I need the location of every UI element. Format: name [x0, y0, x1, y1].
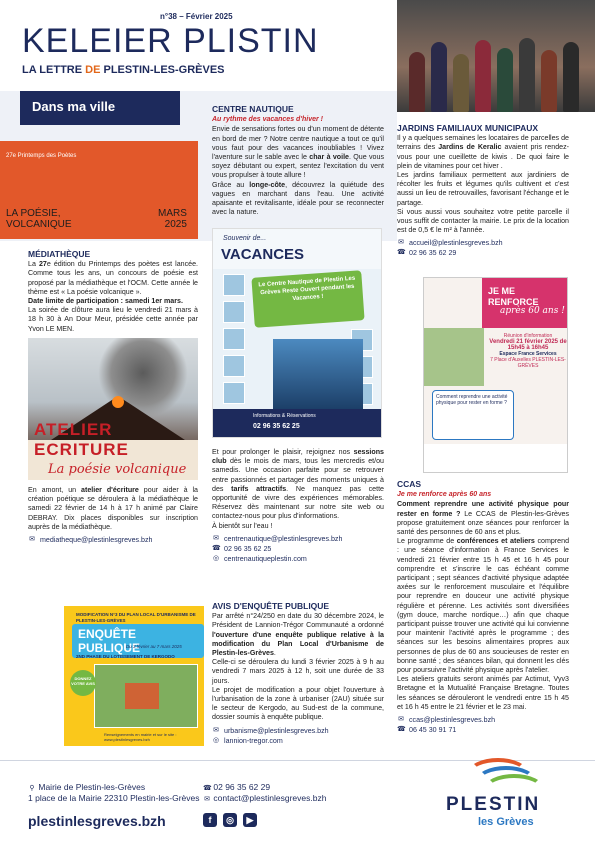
poster-date: Vendredi 21 février 2025 de 15h45 à 16h45 [489, 339, 567, 351]
enquete-email-row[interactable] [212, 726, 384, 736]
atelier-poster [28, 338, 198, 480]
text: PLESTIN-LES-GRÈVES [76, 618, 126, 623]
poster-theme: LA POÉSIE, VOLCANIQUE [6, 208, 72, 230]
poster-mod [76, 612, 196, 624]
jardins-phone-row[interactable] [397, 248, 569, 258]
text: comprend : une séance d'information à France Services le vendredi 21 février entre 15 h 45 et 16 h 45 pour comprendre et s'inscrire le cas échéant comme participant ; sept séances d'activité physique adaptée axées sur le renforcement musculaire et l'équilibre pour reprendre en douceur une activité physique régulière et pérenne. Les activités sont diversifiées (gym douce, marche nordique…) afin que chaque participant puisse trouver une activité qui lui convienne pour maintenir l'activité après le programme ; des séances sur les besoins alimentaires propres aux personnes de plus de 60 ans soucieuses de rester en bonne santé ; des séances bilan, qui donnent les clés pour poursuivre l'activité physique après l'atelier. [397, 537, 570, 675]
text: atelier d'écriture [81, 486, 139, 494]
text: . [273, 649, 276, 658]
issue-number: n°38 – Février 2025 [160, 12, 233, 21]
footer-website[interactable]: plestinlesgreves.bzh [28, 813, 166, 829]
text: longe-côte [249, 180, 286, 189]
nautique-article-2 [212, 448, 384, 564]
phone-icon: ☎ [397, 726, 406, 734]
lava [112, 396, 124, 408]
nautique-article [212, 105, 384, 217]
mediatheque-email-row[interactable] [28, 535, 198, 545]
subtitle-part: LA LETTRE [22, 64, 86, 76]
poster-phone: 02 96 35 62 25 [253, 423, 300, 430]
text: En amont, un [28, 486, 82, 494]
text: Jardins de Keralic [438, 143, 502, 152]
globe-icon: ◎ [212, 736, 220, 744]
enquete-article [212, 602, 384, 746]
text: Le programme de [397, 537, 457, 546]
nautique-title: CENTRE NAUTIQUE [212, 104, 294, 114]
poster-green-label: Le Centre Nautique de Plestin Les Grèves Reste Ouvert pendant les Vacances ! [251, 270, 364, 328]
footer-address [28, 782, 200, 804]
poster-info-label: Informations & Réservations [253, 413, 316, 419]
nautique-phone[interactable]: 02 96 35 62 25 [224, 544, 272, 553]
poster-date: MARS 2025 [158, 208, 187, 230]
mail-icon: ✉ [398, 716, 404, 724]
mail-icon: ✉ [204, 796, 210, 803]
text: . Que vous soyez débutant ou expert, sentez l'excitation du vent vous propulser à toute allure ! [212, 153, 384, 180]
section-banner: Dans ma ville [20, 91, 180, 125]
mail-icon: ✉ [29, 536, 35, 544]
jardins-p3: Si vous aussi vous souhaitez votre petite parcelle il vous suffit de contacter la mairie. Le prix de la location est de 0,5 € le m² à l'année. [397, 207, 569, 235]
text: 1 place de la Mairie 22310 Plestin-les-Grèves [28, 793, 200, 803]
text: pour aider à la création poétique se déroulera à la médiathèque le samedi 22 février de 14 h à 17 h animé par Claire DEBRAY. Dix places disponibles sur inscription auprès de la médiathèque. [28, 486, 199, 531]
mail-icon: ✉ [213, 726, 219, 734]
globe-icon: ◎ [212, 554, 220, 562]
text: . Ne manquez pas cette opportunité de vivre des expériences mémorables. Réservez dès maintenant sur notre site web ou contactez-nous pour plus d'informations. [212, 484, 384, 521]
footer-email-row[interactable] [203, 793, 326, 804]
ccas-p3: Les ateliers gratuits seront animés par Actimut, Vyv3 Bretagne et la Mutualité Française Bretagne. Toutes les séances se dérouleront le vendredi entre 15 h 45 et 16 h 45 entre le 21 février et le 23 mai. [397, 675, 569, 711]
poster-info-title: Réunion d'information [503, 333, 553, 339]
enquete-web-row[interactable] [212, 736, 384, 746]
mediatheque-title: MÉDIATHÈQUE [28, 249, 91, 259]
thumb [223, 301, 245, 323]
thumb [223, 328, 245, 350]
text: Par arrêté n°24/250 en date du 30 décembre 2024, le Président de Lannion-Trégor Communauté a ordonné [212, 612, 384, 630]
mediatheque-deadline: Date limite de participation : samedi 1er mars. [28, 297, 183, 306]
newsletter-subtitle [22, 64, 225, 76]
subtitle-part: PLESTIN-LES-GRÈVES [100, 64, 225, 76]
poster-place: Espace France Services [499, 351, 557, 357]
poster-photo [273, 339, 363, 409]
text: avaient pris rendez-vous pour une cueillette de kiwis . De quoi faire le plein de vitamines pour cet hiver . [397, 143, 569, 170]
phone-icon: ☎ [212, 544, 221, 552]
jardins-photo [397, 0, 595, 112]
mediatheque-p1 [28, 260, 198, 297]
thumb [223, 274, 245, 296]
jardins-email[interactable]: accueil@plestinlesgreves.bzh [409, 239, 503, 248]
jardins-title: JARDINS FAMILIAUX MUNICIPAUX [397, 123, 539, 133]
poster-subtitle: après 60 ans ! [500, 306, 565, 316]
enquete-p3: Le projet de modification a pour objet l'ouverture à l'urbanisation de la zone à urbaniser (2AU) située sur le secteur de Kergodo, au Sud-est de la commune, dossier soumis à enquête publique. [212, 685, 384, 722]
plestin-logo [438, 752, 578, 832]
vacances-poster [212, 228, 382, 438]
text: La [28, 260, 39, 269]
ccas-phone[interactable]: 06 45 30 91 71 [409, 726, 457, 735]
phone-icon: ☎ [203, 785, 212, 792]
nautique-subtitle: Au rythme des vacances d'hiver ! [212, 116, 323, 124]
ccas-email[interactable]: ccas@plestinlesgreves.bzh [409, 716, 496, 725]
poster-map [94, 664, 198, 728]
thumb [223, 382, 245, 404]
atelier-subtitle: La poésie volcanique [48, 462, 187, 477]
footer-email[interactable]: contact@plestinlesgreves.bzh [213, 793, 327, 803]
youtube-icon[interactable]: ▶ [243, 813, 257, 827]
atelier-text [28, 486, 198, 545]
mail-icon: ✉ [213, 534, 219, 542]
nautique-web[interactable]: centrenautiqueplestin.com [224, 554, 307, 563]
poster-phase: 2ND PHASE DU LOTISSEMENT DE KERGODO [76, 654, 175, 659]
text: sessions club [212, 448, 384, 466]
mediatheque-p3: La soirée de clôture aura lieu le vendredi 21 mars à 18 h 30 à An Dour Meur, présidée cette année par Yvon LE MEN. [28, 306, 198, 333]
ccas-phone-row[interactable] [397, 725, 569, 735]
atelier-title: ATELIER ECRITURE [34, 420, 129, 459]
newsletter-title: KELEIER PLISTIN [22, 22, 319, 60]
text: l'ouverture d'une enquête publique relative à la modification du Plan Local d'Urbanisme de Plestin-les-Grèves [212, 630, 384, 658]
nautique-email[interactable]: centrenautique@plestinlesgreves.bzh [224, 534, 343, 543]
text: e édition du Printemps des poètes est lancée. Comme tous les ans, un concours de poésie est proposé par la médiathèque et l'OCM. Cette année le thème est « La poésie volcanique ». [28, 260, 198, 296]
poster-logos [424, 444, 567, 472]
phone-icon: ☎ [397, 249, 406, 257]
footer-phone[interactable]: 02 96 35 62 29 [213, 782, 271, 792]
poster-band [213, 409, 381, 437]
mediatheque-article [28, 250, 198, 334]
nautique-email-row[interactable] [212, 534, 384, 544]
nautique-phone-row[interactable] [212, 544, 384, 554]
enquete-poster [64, 606, 204, 746]
footer-phone-row[interactable] [203, 782, 326, 793]
text: tarifs attractifs [231, 484, 287, 493]
poster-bubble: Comment reprendre une activité physique pour rester en forme ? [432, 390, 514, 440]
poster-title: ENQUÊTE PUBLIQUE [72, 624, 204, 658]
jardins-phone[interactable]: 02 96 35 62 29 [409, 249, 457, 258]
text: Envie de sensations fortes ou d'un moment de détente en bord de mer ? Notre centre nautique a tout ce qu'il vous faut pour des vacances inoubliables ! Vivez l'aventure sur le sable avec le [212, 125, 384, 162]
text: char à voile [309, 153, 349, 162]
map-zone [125, 683, 159, 709]
poster-souvenir: Souvenir de... [223, 235, 267, 242]
logo-name: PLESTIN [446, 794, 541, 815]
facebook-icon[interactable]: f [203, 813, 217, 827]
renforce-poster [423, 277, 568, 473]
jardins-p2: Les jardins familiaux permettent aux jardiniers de récolter les fruits et légumes qu'ils cultivent et c'est aussi un lieu de retrouvailles, favorisant l'échange et le partage. [397, 171, 569, 207]
subtitle-part: DE [85, 64, 101, 76]
nautique-closing: À bientôt sur l'eau ! [212, 521, 273, 530]
text: conférences et ateliers [456, 537, 535, 546]
footer-contact [203, 782, 326, 804]
poster-info [488, 333, 568, 369]
poster-foot: Renseignements en mairie et sur le site : www.plestinlesgreves.bzh [104, 732, 177, 742]
poster-address: 7 Place d'Auxelles PLESTIN-LES-GRÈVES [490, 357, 566, 369]
text: Grâce au [212, 180, 250, 189]
logo-sub: les Grèves [478, 816, 534, 828]
ccas-title: CCAS [397, 479, 422, 489]
ccas-email-row[interactable] [397, 715, 569, 725]
enquete-web[interactable]: lannion-tregor.com [224, 736, 283, 745]
jardins-article [397, 124, 569, 258]
enquete-title: AVIS D'ENQUÊTE PUBLIQUE [212, 601, 330, 611]
thumb [223, 355, 245, 377]
instagram-icon[interactable]: ◎ [223, 813, 237, 827]
enquete-email[interactable]: urbanisme@plestinlesgreves.bzh [224, 726, 329, 735]
poster-photo [424, 328, 484, 386]
text: Mairie de Plestin-les-Grèves [38, 782, 146, 792]
text: dès le mois de mars, tous les mercredis et/ou samedis. Une occasion parfaite pour se retrouver entre passionnés et partager des moments uniques à des [212, 457, 384, 493]
text: , découvrez la quiétude des vagues en marchant dans l'eau. Une activité apaisante et revitalisante, idéale pour se reconnecter avec la nature. [212, 180, 384, 217]
poster-edition: 27e Printemps des Poètes [6, 153, 77, 159]
text: Comment reprendre une activité physique pour rester en forme ? [397, 500, 569, 518]
text: Le CCAS de Plestin-les-Grèves propose gratuitement onze séances pour renforcer la santé des personnes de 60 ans et plus. [397, 509, 569, 537]
poster-dates: Du 3 février au 7 mars 2025 [126, 644, 182, 649]
poster-vacances: VACANCES [221, 246, 305, 263]
ccas-article [397, 480, 569, 735]
jardins-email-row[interactable] [397, 238, 569, 248]
mediatheque-email[interactable]: mediatheque@plestinlesgreves.bzh [40, 536, 153, 545]
location-icon: ⚲ [29, 785, 35, 792]
poster-pink-banner [482, 278, 567, 328]
enquete-p2: Celle-ci se déroulera du lundi 3 février 2025 à 9 h au vendredi 7 mars 2025 à 12 h, soit une durée de 33 jours. [212, 658, 384, 685]
nautique-web-row[interactable] [212, 554, 384, 564]
text: 27 [38, 260, 47, 269]
poster-title: JE ME RENFORCE [488, 286, 539, 307]
mail-icon: ✉ [398, 239, 404, 247]
poster-circle: DONNEZ VOTRE AVIS [70, 670, 96, 696]
text: Et pour prolonger le plaisir, rejoignez nos [212, 448, 354, 456]
text: Il y a quelques semaines les locataires de parcelles de terrains des [397, 134, 569, 152]
text: MODIFICATION N°3 DU PLAN LOCAL D'URBANISME DE [76, 612, 196, 617]
ccas-subtitle: Je me renforce après 60 ans [397, 491, 492, 499]
